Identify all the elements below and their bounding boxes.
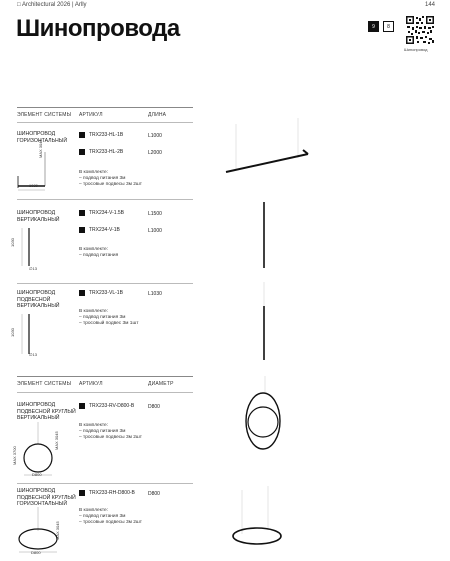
dimension-label: MAX 3045 xyxy=(38,139,43,158)
running-header: □ Architectural 2026 | Arlly xyxy=(17,2,87,8)
dimension-label: 1030 xyxy=(10,238,15,247)
sku-row: TRX233-HL-2B xyxy=(79,149,123,155)
sku-diameter: D800 xyxy=(148,404,160,410)
dimension-label: MAX 3700 xyxy=(12,446,17,465)
dimension-label: D800 xyxy=(31,550,41,555)
page-title: Шинопровода xyxy=(16,15,180,42)
dimension-label: D800 xyxy=(32,472,42,477)
table-rule xyxy=(17,376,193,377)
table-rule xyxy=(17,392,193,393)
color-swatch-black xyxy=(79,490,85,496)
column-header-diameter: ДИАМЕТР xyxy=(148,381,174,387)
column-header-article: АРТИКУЛ xyxy=(79,381,103,387)
table-rule xyxy=(17,483,193,484)
table-rule xyxy=(17,107,193,108)
package-contents: В комплекте: – подвод питания 3м – тросовые подвесы 3м 2шт xyxy=(79,170,142,187)
sku-diameter: D800 xyxy=(148,491,160,497)
page-badge-light: 8 xyxy=(383,21,394,32)
package-contents: В комплекте: – подвод питания 3м – тросовые подвесы 3м 2шт xyxy=(79,423,142,440)
product-image-vertical xyxy=(255,200,275,272)
package-contents: В комплекте: – подвод питания xyxy=(79,247,119,258)
sku-row: TRX233-VL-1B xyxy=(79,290,123,296)
color-swatch-black xyxy=(79,403,85,409)
color-swatch-black xyxy=(79,210,85,216)
package-contents: В комплекте: – подвод питания 3м – тросовый подвес 3м 1шт xyxy=(79,309,139,326)
product-image-round-horizontal xyxy=(228,486,298,556)
page-number: 144 xyxy=(424,2,435,8)
dimension-label: MAX 3045 xyxy=(54,431,59,450)
product-name: ШИНОПРОВОД ПОДВЕСНОЙ ВЕРТИКАЛЬНЫЙ xyxy=(17,290,60,309)
table-rule xyxy=(17,122,193,123)
qr-code-icon[interactable] xyxy=(406,16,434,44)
product-image-horizontal xyxy=(225,118,325,178)
sku-row: TRX233-RH-D800-B xyxy=(79,490,135,496)
sku-row: TRX234-V-1.5B xyxy=(79,210,124,216)
column-header-length: ДЛИНА xyxy=(148,112,167,118)
color-swatch-black xyxy=(79,149,85,155)
color-swatch-black xyxy=(79,132,85,138)
color-swatch-black xyxy=(79,290,85,296)
product-name: ШИНОПРОВОД ГОРИЗОНТАЛЬНЫЙ xyxy=(17,131,68,144)
sku-length: L1000 xyxy=(148,228,162,234)
product-image-pendant-vertical xyxy=(255,280,275,364)
sku-row: TRX233-RV-D800-B xyxy=(79,403,134,409)
sku-length: L1000 xyxy=(148,133,162,139)
column-header-element: ЭЛЕМЕНТ СИСТЕМЫ xyxy=(17,381,72,387)
table-rule xyxy=(17,283,193,284)
package-contents: В комплекте: – подвод питания 3м – тросовые подвесы 3м 2шт xyxy=(79,508,142,525)
sku-length: L1500 xyxy=(148,211,162,217)
product-name: ШИНОПРОВОД ПОДВЕСНОЙ КРУГЛЫЙ ВЕРТИКАЛЬНЫЙ xyxy=(17,402,76,421)
sku-row: TRX234-V-1B xyxy=(79,227,120,233)
product-name: ШИНОПРОВОД ВЕРТИКАЛЬНЫЙ xyxy=(17,210,60,223)
dimension-label: ∅13 xyxy=(29,352,37,357)
product-image-round-vertical xyxy=(238,374,288,484)
dimension-label: 1030 xyxy=(10,328,15,337)
column-header-article: АРТИКУЛ xyxy=(79,112,103,118)
dimension-label: MAX 3045 xyxy=(55,521,60,540)
dimension-label: ∅13 xyxy=(29,266,37,271)
column-header-element: ЭЛЕМЕНТ СИСТЕМЫ xyxy=(17,112,72,118)
sku-row: TRX233-HL-1B xyxy=(79,132,123,138)
qr-caption: Шинопровод xyxy=(404,47,428,52)
color-swatch-black xyxy=(79,227,85,233)
page-badge-dark: 9 xyxy=(368,21,379,32)
dimension-label: 1030 xyxy=(29,183,38,188)
sku-length: L2000 xyxy=(148,150,162,156)
product-name: ШИНОПРОВОД ПОДВЕСНОЙ КРУГЛЫЙ ГОРИЗОНТАЛЬНЫЙ xyxy=(17,488,76,507)
sku-length: L1030 xyxy=(148,291,162,297)
table-rule xyxy=(17,199,193,200)
